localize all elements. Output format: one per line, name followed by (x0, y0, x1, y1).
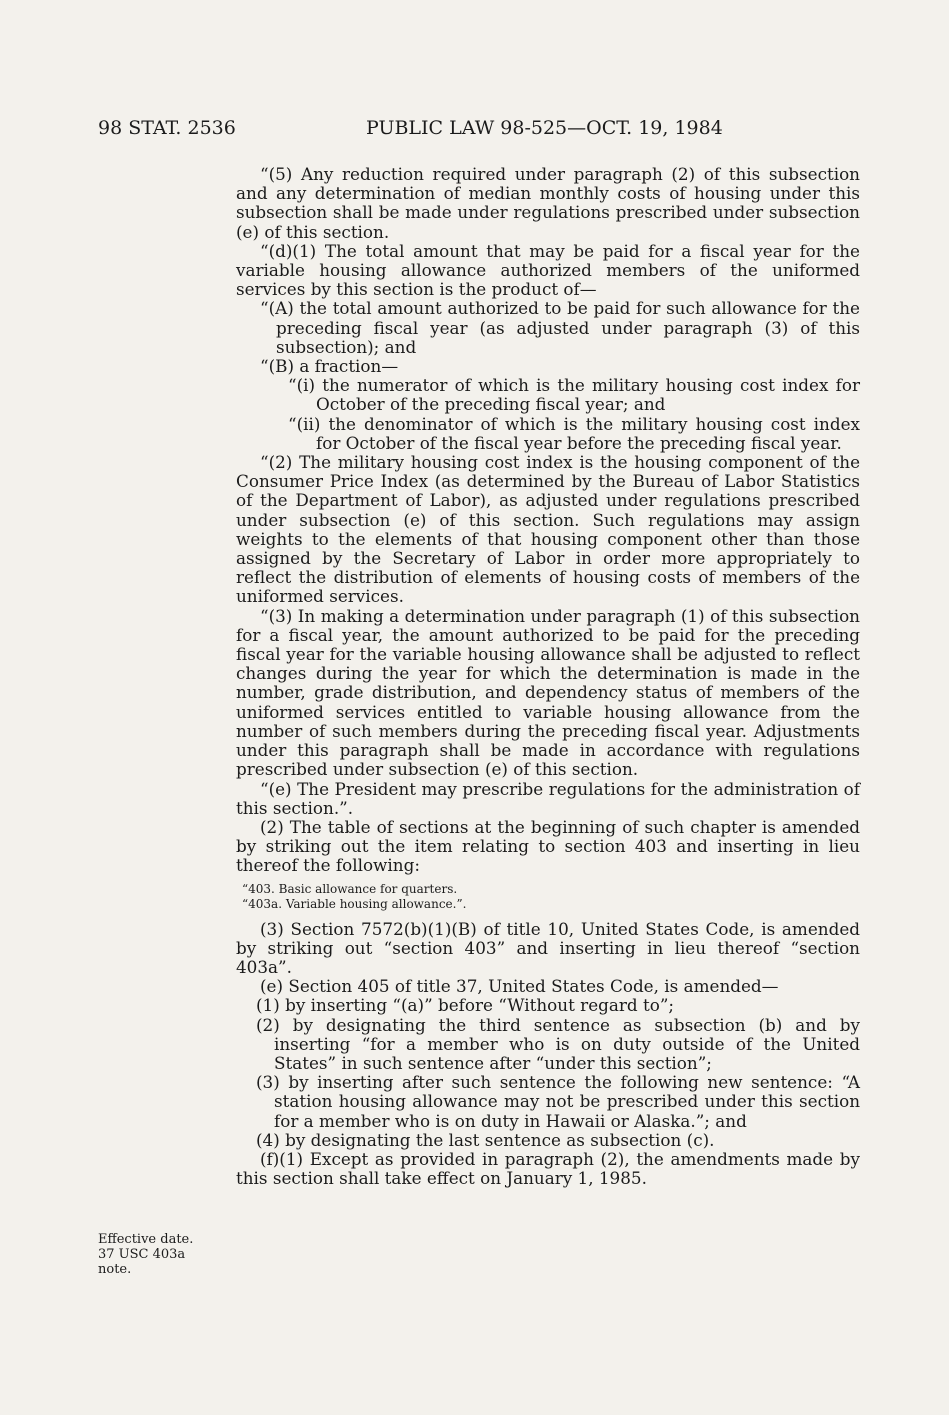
paragraph-d2: “(2) The military housing cost index is the housing component of the Consumer Price Index (as determined by the Bureau of Labor Statistics of the Department of Labor), as adjusted under regulations prescribed under subsection (e) of this section. Such regulations may assign weights to the elements of that housing component other than those assigned by the Secretary of Labor in order more appropriately to reflect the distribution of elements of housing costs of members of the uniformed services. (236, 452, 860, 607)
amendment-2: (2) by designating the third sentence as subsection (b) and by inserting “for a member who is on duty outside of the United States” in such sentence after “under this section”; (256, 1014, 860, 1073)
table-of-sections (236, 882, 860, 912)
paragraph-d3: “(3) In making a determination under paragraph (1) of this subsection for a fiscal year, the amount authorized to be paid for the preceding fiscal year for the variable housing allowance shall be adjusted to reflect changes during the year for which the determination is made in the number, grade distribution, and dependency status of members of the uniformed services entitled to variable housing allowance from the number of such members during the preceding fiscal year. Adjustments under this paragraph shall be made in accordance with regulations prescribed under subsection (e) of this section. (236, 605, 860, 780)
paragraph-5: “(5) Any reduction required under paragraph (2) of this subsection and any determination of median monthly costs of housing under this subsection shall be made under regulations prescribed under subsection (e) of this section. (236, 164, 860, 242)
amendment-1: (1) by inserting “(a)” before “Without regard to”; (256, 995, 675, 1016)
clause-ii: “(ii) the denominator of which is the military housing cost index for October of the fiscal year before the preceding fiscal year. (288, 413, 860, 453)
amendment-4: (4) by designating the last sentence as subsection (c). (256, 1129, 715, 1150)
paragraph-f1-effective-date: (f)(1) Except as provided in paragraph (2), the amendments made by this section shall take effect on January 1, 1985. (236, 1148, 860, 1189)
paragraph-e-section-405: (e) Section 405 of title 37, United States Code, is amended— (260, 976, 779, 997)
public-law-title: PUBLIC LAW 98-525—OCT. 19, 1984 (366, 117, 723, 139)
amendment-3: (3) by inserting after such sentence the following new sentence: “A station housing allowance may not be prescribed under this section for a member who is on duty in Hawaii or Alaska.”; and (256, 1072, 860, 1131)
table-item-403a: “403a. Variable housing allowance.”. (242, 896, 467, 911)
paragraph-d1: “(d)(1) The total amount that may be paid for a fiscal year for the variable housing allowance authorized members of the uniformed services by this section is the product of— (236, 240, 860, 300)
statute-body (236, 165, 860, 1188)
clause-B: “(B) a fraction— (260, 356, 399, 377)
margin-note-usc-citation: 37 USC 403a (98, 1247, 186, 1262)
paragraph-section-7572: (3) Section 7572(b)(1)(B) of title 10, United States Code, is amended by striking out “section 403” and inserting in lieu thereof “section 403a”. (236, 918, 860, 977)
stat-citation: 98 STAT. 2536 (98, 117, 236, 139)
margin-note (98, 1232, 218, 1277)
clause-A: “(A) the total amount authorized to be paid for such allowance for the preceding fiscal year (as adjusted under paragraph (3) of this subsection); and (260, 298, 860, 357)
margin-note-effective-date: Effective date. (98, 1232, 194, 1247)
margin-note-note: note. (98, 1262, 132, 1277)
table-item-403: “403. Basic allowance for quarters. (242, 881, 458, 896)
clause-i: “(i) the numerator of which is the military housing cost index for October of the preceding fiscal year; and (288, 375, 860, 415)
paragraph-e-regulations: “(e) The President may prescribe regulations for the administration of this section.”. (236, 778, 860, 818)
paragraph-table-amendment: (2) The table of sections at the beginning of such chapter is amended by striking out the item relating to section 403 and inserting in lieu thereof the following: (236, 816, 860, 876)
